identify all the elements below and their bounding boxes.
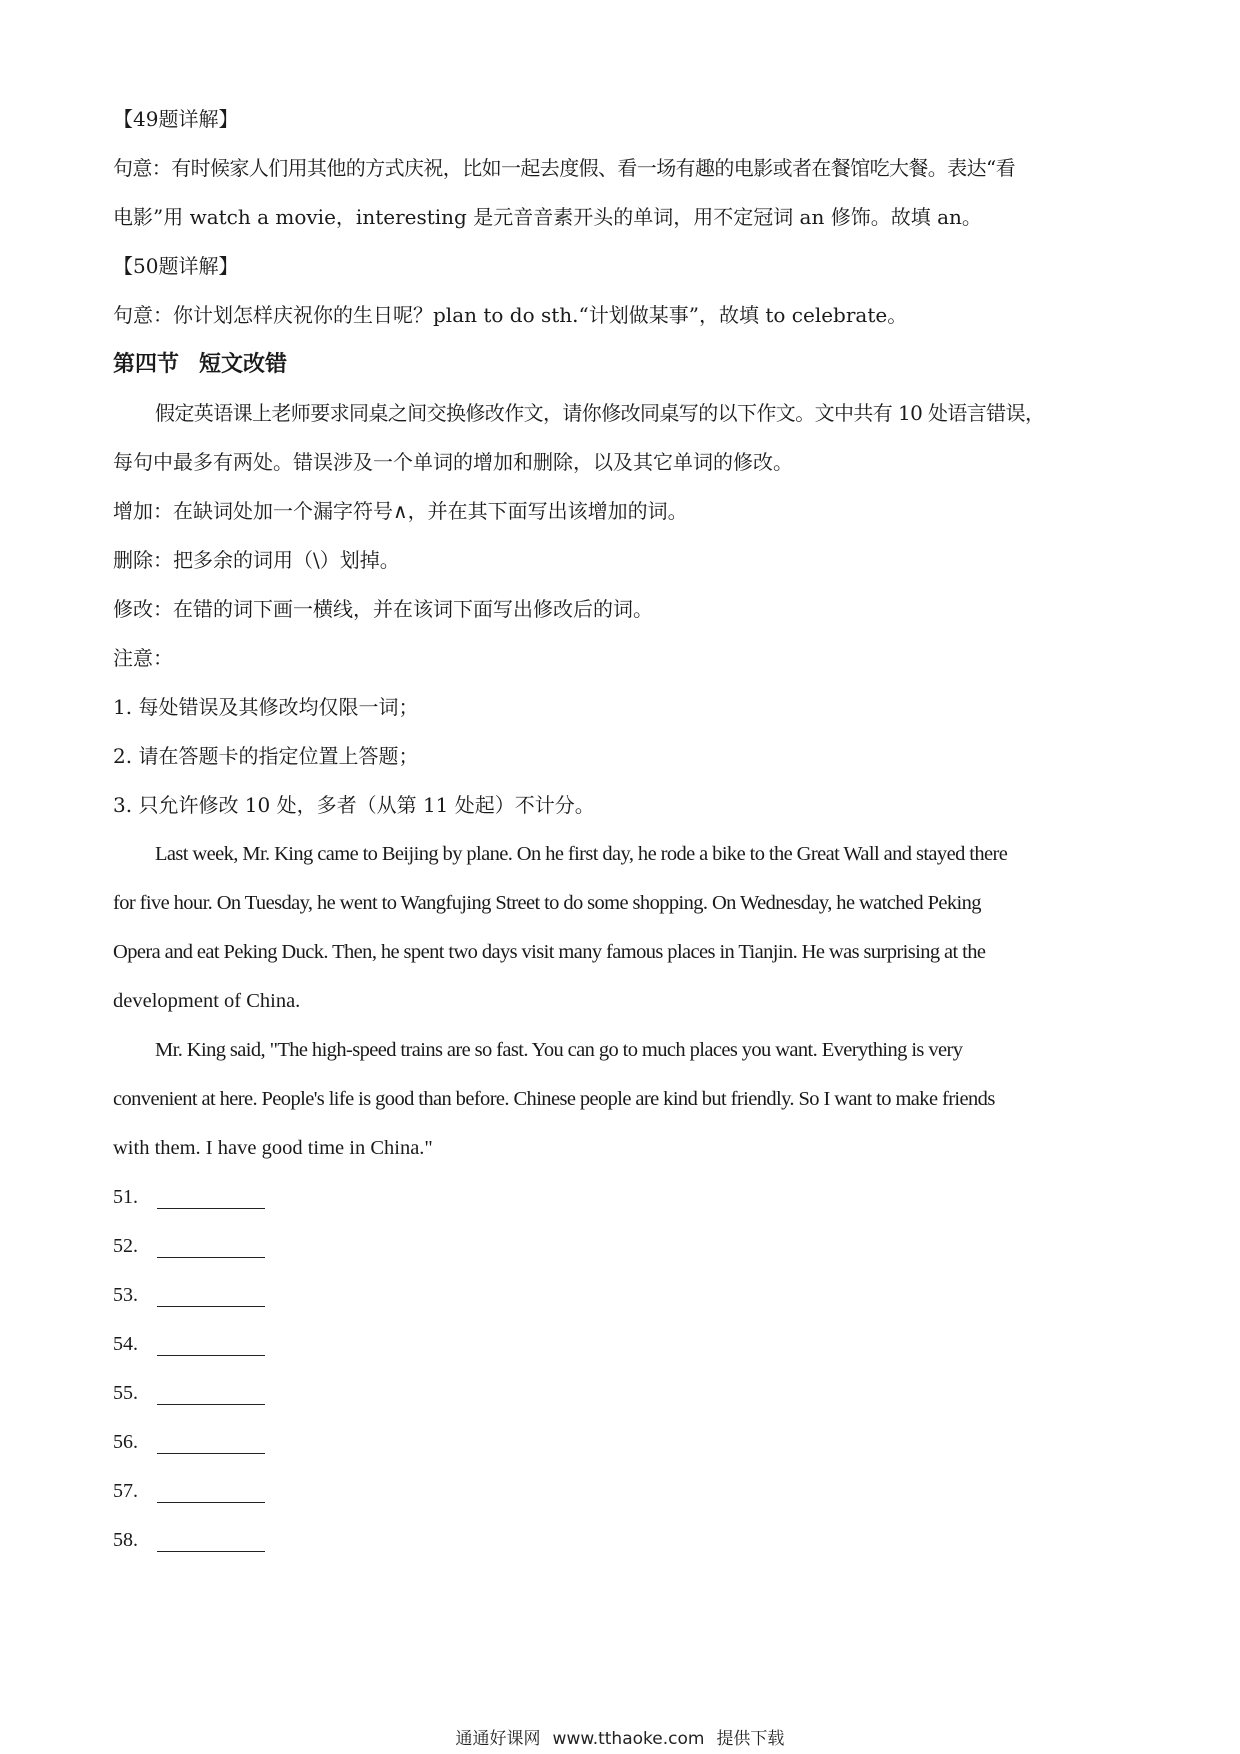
q50-heading: 【50题详解】 <box>113 254 239 278</box>
instruction-line: 假定英语课上老师要求同桌之间交换修改作文，请你修改同桌写的以下作文。文中共有 10 处语言错误， <box>155 401 1045 425</box>
answer-blank[interactable] <box>157 1280 265 1307</box>
answer-blank[interactable] <box>157 1231 265 1258</box>
answer-blank[interactable] <box>157 1525 265 1552</box>
passage-line: Opera and eat Peking Duck. Then, he spent two days visit many famous places in Tianjin. He was surprising at the <box>113 941 986 963</box>
passage-line: with them. I have good time in China." <box>113 1137 433 1159</box>
answer-number: 52. <box>113 1235 138 1257</box>
section-label: 第四节 <box>113 352 180 377</box>
answer-row-55 <box>113 1369 1133 1418</box>
q50-explanation-line-1: 句意：你计划怎样庆祝你的生日呢？plan to do sth.“计划做某事”，故填 to celebrate。 <box>113 303 908 327</box>
footer-site-name: 通通好课网 <box>455 1729 541 1749</box>
footer-suffix: 提供下载 <box>716 1729 785 1749</box>
answer-number: 58. <box>113 1529 138 1551</box>
answer-number: 54. <box>113 1333 138 1355</box>
instruction-line: 每句中最多有两处。错误涉及一个单词的增加和删除，以及其它单词的修改。 <box>113 450 793 474</box>
instruction-line: 删除：把多余的词用（\）划掉。 <box>113 548 400 572</box>
q49-heading: 【49题详解】 <box>113 107 239 131</box>
section-title: 短文改错 <box>199 352 288 377</box>
passage-line: for five hour. On Tuesday, he went to Wangfujing Street to do some shopping. On Wednesday, he watched Peking <box>113 892 981 914</box>
answer-blank[interactable] <box>157 1329 265 1356</box>
answer-row-51 <box>113 1173 1133 1222</box>
note-item: 1. 每处错误及其修改均仅限一词； <box>113 695 419 719</box>
instruction-line: 修改：在错的词下画一横线，并在该词下面写出修改后的词。 <box>113 597 653 621</box>
answer-row-53 <box>113 1271 1133 1320</box>
instruction-line: 增加：在缺词处加一个漏字符号∧，并在其下面写出该增加的词。 <box>113 499 688 523</box>
answer-number: 53. <box>113 1284 138 1306</box>
answer-row-54 <box>113 1320 1133 1369</box>
answer-row-52 <box>113 1222 1133 1271</box>
answer-number: 51. <box>113 1186 138 1208</box>
note-item: 2. 请在答题卡的指定位置上答题； <box>113 744 419 768</box>
answer-row-57 <box>113 1467 1133 1516</box>
answer-number: 56. <box>113 1431 138 1453</box>
answer-blank[interactable] <box>157 1182 265 1209</box>
passage-line: Last week, Mr. King came to Beijing by plane. On he first day, he rode a bike to the Great Wall and stayed there <box>155 843 1008 865</box>
note-item: 3. 只允许修改 10 处，多者（从第 11 处起）不计分。 <box>113 793 595 817</box>
answer-blank[interactable] <box>157 1476 265 1503</box>
page-footer <box>0 1724 1240 1749</box>
answer-row-56 <box>113 1418 1133 1467</box>
passage-line: development of China. <box>113 990 301 1012</box>
answer-number: 55. <box>113 1382 138 1404</box>
answer-list <box>113 1173 1133 1565</box>
answer-number: 57. <box>113 1480 138 1502</box>
answer-row-58 <box>113 1516 1133 1565</box>
document-page <box>113 95 1133 1565</box>
answer-blank[interactable] <box>157 1378 265 1405</box>
q49-explanation-line-2: 电影”用 watch a movie，interesting 是元音音素开头的单词，用不定冠词 an 修饰。故填 an。 <box>113 205 982 229</box>
section-heading <box>113 340 1133 389</box>
footer-url[interactable]: www.tthaoke.com <box>552 1729 705 1749</box>
notes-label: 注意： <box>113 646 173 670</box>
answer-blank[interactable] <box>157 1427 265 1454</box>
q49-explanation-line-1: 句意：有时候家人们用其他的方式庆祝，比如一起去度假、看一场有趣的电影或者在餐馆吃大餐。表达“看 <box>113 156 1016 180</box>
passage-line: convenient at here. People's life is good than before. Chinese people are kind but friendly. So I want to make friends <box>113 1088 995 1110</box>
passage-line: Mr. King said, "The high-speed trains are so fast. You can go to much places you want. Everything is very <box>155 1039 963 1061</box>
